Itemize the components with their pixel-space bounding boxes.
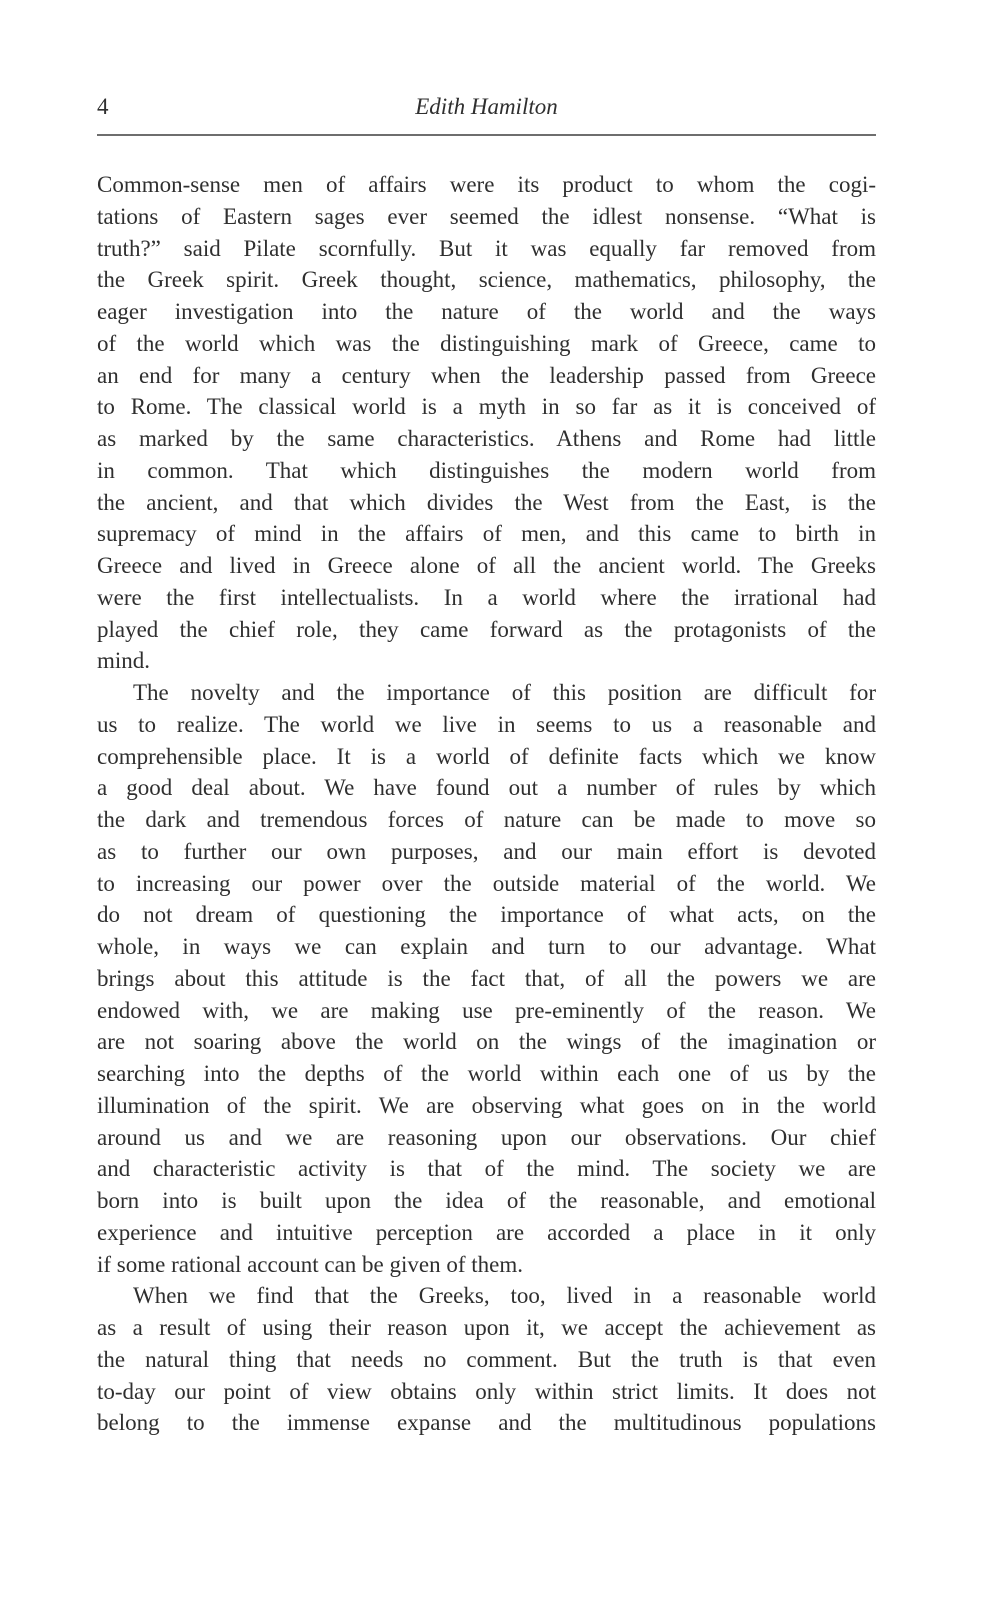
text-line: do not dream of questioning the importance of what acts, on the xyxy=(97,902,876,928)
text-line: eager investigation into the nature of the world and the ways xyxy=(97,299,876,324)
text-line: supremacy of mind in the affairs of men, and this came to birth in xyxy=(97,521,876,547)
paragraph-3 xyxy=(97,1280,876,1439)
text-line: experience and intuitive perception are accorded a place in it only xyxy=(97,1219,876,1245)
text-line: whole, in ways we can explain and turn to our advantage. What xyxy=(97,934,876,959)
paragraph-1 xyxy=(97,169,876,677)
text-line: as a result of using their reason upon it, we accept the achievement as xyxy=(97,1315,876,1340)
text-line: tations of Eastern sages ever seemed the idlest nonsense. “What is xyxy=(97,203,876,229)
text-line: a good deal about. We have found out a number of rules by which xyxy=(97,775,876,801)
text-line: to-day our point of view obtains only within strict limits. It does not xyxy=(97,1378,876,1404)
text-line: of the world which was the distinguishing mark of Greece, came to xyxy=(97,330,876,356)
page-number: 4 xyxy=(97,94,109,119)
text-line: illumination of the spirit. We are observing what goes on in the world xyxy=(97,1092,876,1118)
text-line: to Rome. The classical world is a myth in so far as it is conceived of xyxy=(97,394,876,420)
text-line: as to further our own purposes, and our main effort is devoted xyxy=(97,838,876,864)
text-line: comprehensible place. It is a world of definite facts which we know xyxy=(97,743,876,769)
text-line: truth?” said Pilate scornfully. But it was equally far removed from xyxy=(97,235,876,261)
text-line: are not soaring above the world on the wings of the imagination or xyxy=(97,1029,876,1055)
text-line: in common. That which distinguishes the modern world from xyxy=(97,457,876,483)
text-line: as marked by the same characteristics. Athens and Rome had little xyxy=(97,426,876,451)
running-title: Edith Hamilton xyxy=(415,94,558,119)
header-rule xyxy=(97,134,876,136)
text-line: us to realize. The world we live in seems to us a reasonable and xyxy=(97,711,876,737)
text-line: played the chief role, they came forward as the protagonists of the xyxy=(97,616,876,642)
text-line: Greece and lived in Greece alone of all the ancient world. The Greeks xyxy=(97,553,876,578)
text-line: the natural thing that needs no comment. But the truth is that even xyxy=(97,1346,876,1372)
text-line: were the first intellectualists. In a world where the irrational had xyxy=(97,584,876,610)
text-line: born into is built upon the idea of the reasonable, and emotional xyxy=(97,1188,876,1213)
text-line: to increasing our power over the outside material of the world. We xyxy=(97,870,876,896)
text-line: if some rational account can be given of them. xyxy=(97,1251,523,1277)
text-line: an end for many a century when the leadership passed from Greece xyxy=(97,362,876,388)
text-line: searching into the depths of the world within each one of us by the xyxy=(97,1061,876,1086)
text-line: the dark and tremendous forces of nature can be made to move so xyxy=(97,807,876,832)
text-line: the ancient, and that which divides the West from the East, is the xyxy=(97,489,876,515)
paragraph-2 xyxy=(97,677,876,1280)
text-line: brings about this attitude is the fact that, of all the powers we are xyxy=(97,965,876,991)
text-line: around us and we are reasoning upon our observations. Our chief xyxy=(97,1124,876,1150)
text-line: Common-sense men of affairs were its product to whom the cogi- xyxy=(97,172,876,197)
page-header xyxy=(97,92,876,124)
text-line: mind. xyxy=(97,648,151,674)
text-line: belong to the immense expanse and the multitudinous populations xyxy=(97,1410,876,1436)
text-line: The novelty and the importance of this position are difficult for xyxy=(133,680,876,705)
text-line: the Greek spirit. Greek thought, science, mathematics, philosophy, the xyxy=(97,267,876,293)
text-line: When we find that the Greeks, too, lived in a reasonable world xyxy=(133,1283,876,1309)
page-body xyxy=(97,169,876,1439)
text-line: endowed with, we are making use pre-eminently of the reason. We xyxy=(97,997,876,1023)
text-line: and characteristic activity is that of the mind. The society we are xyxy=(97,1156,876,1182)
